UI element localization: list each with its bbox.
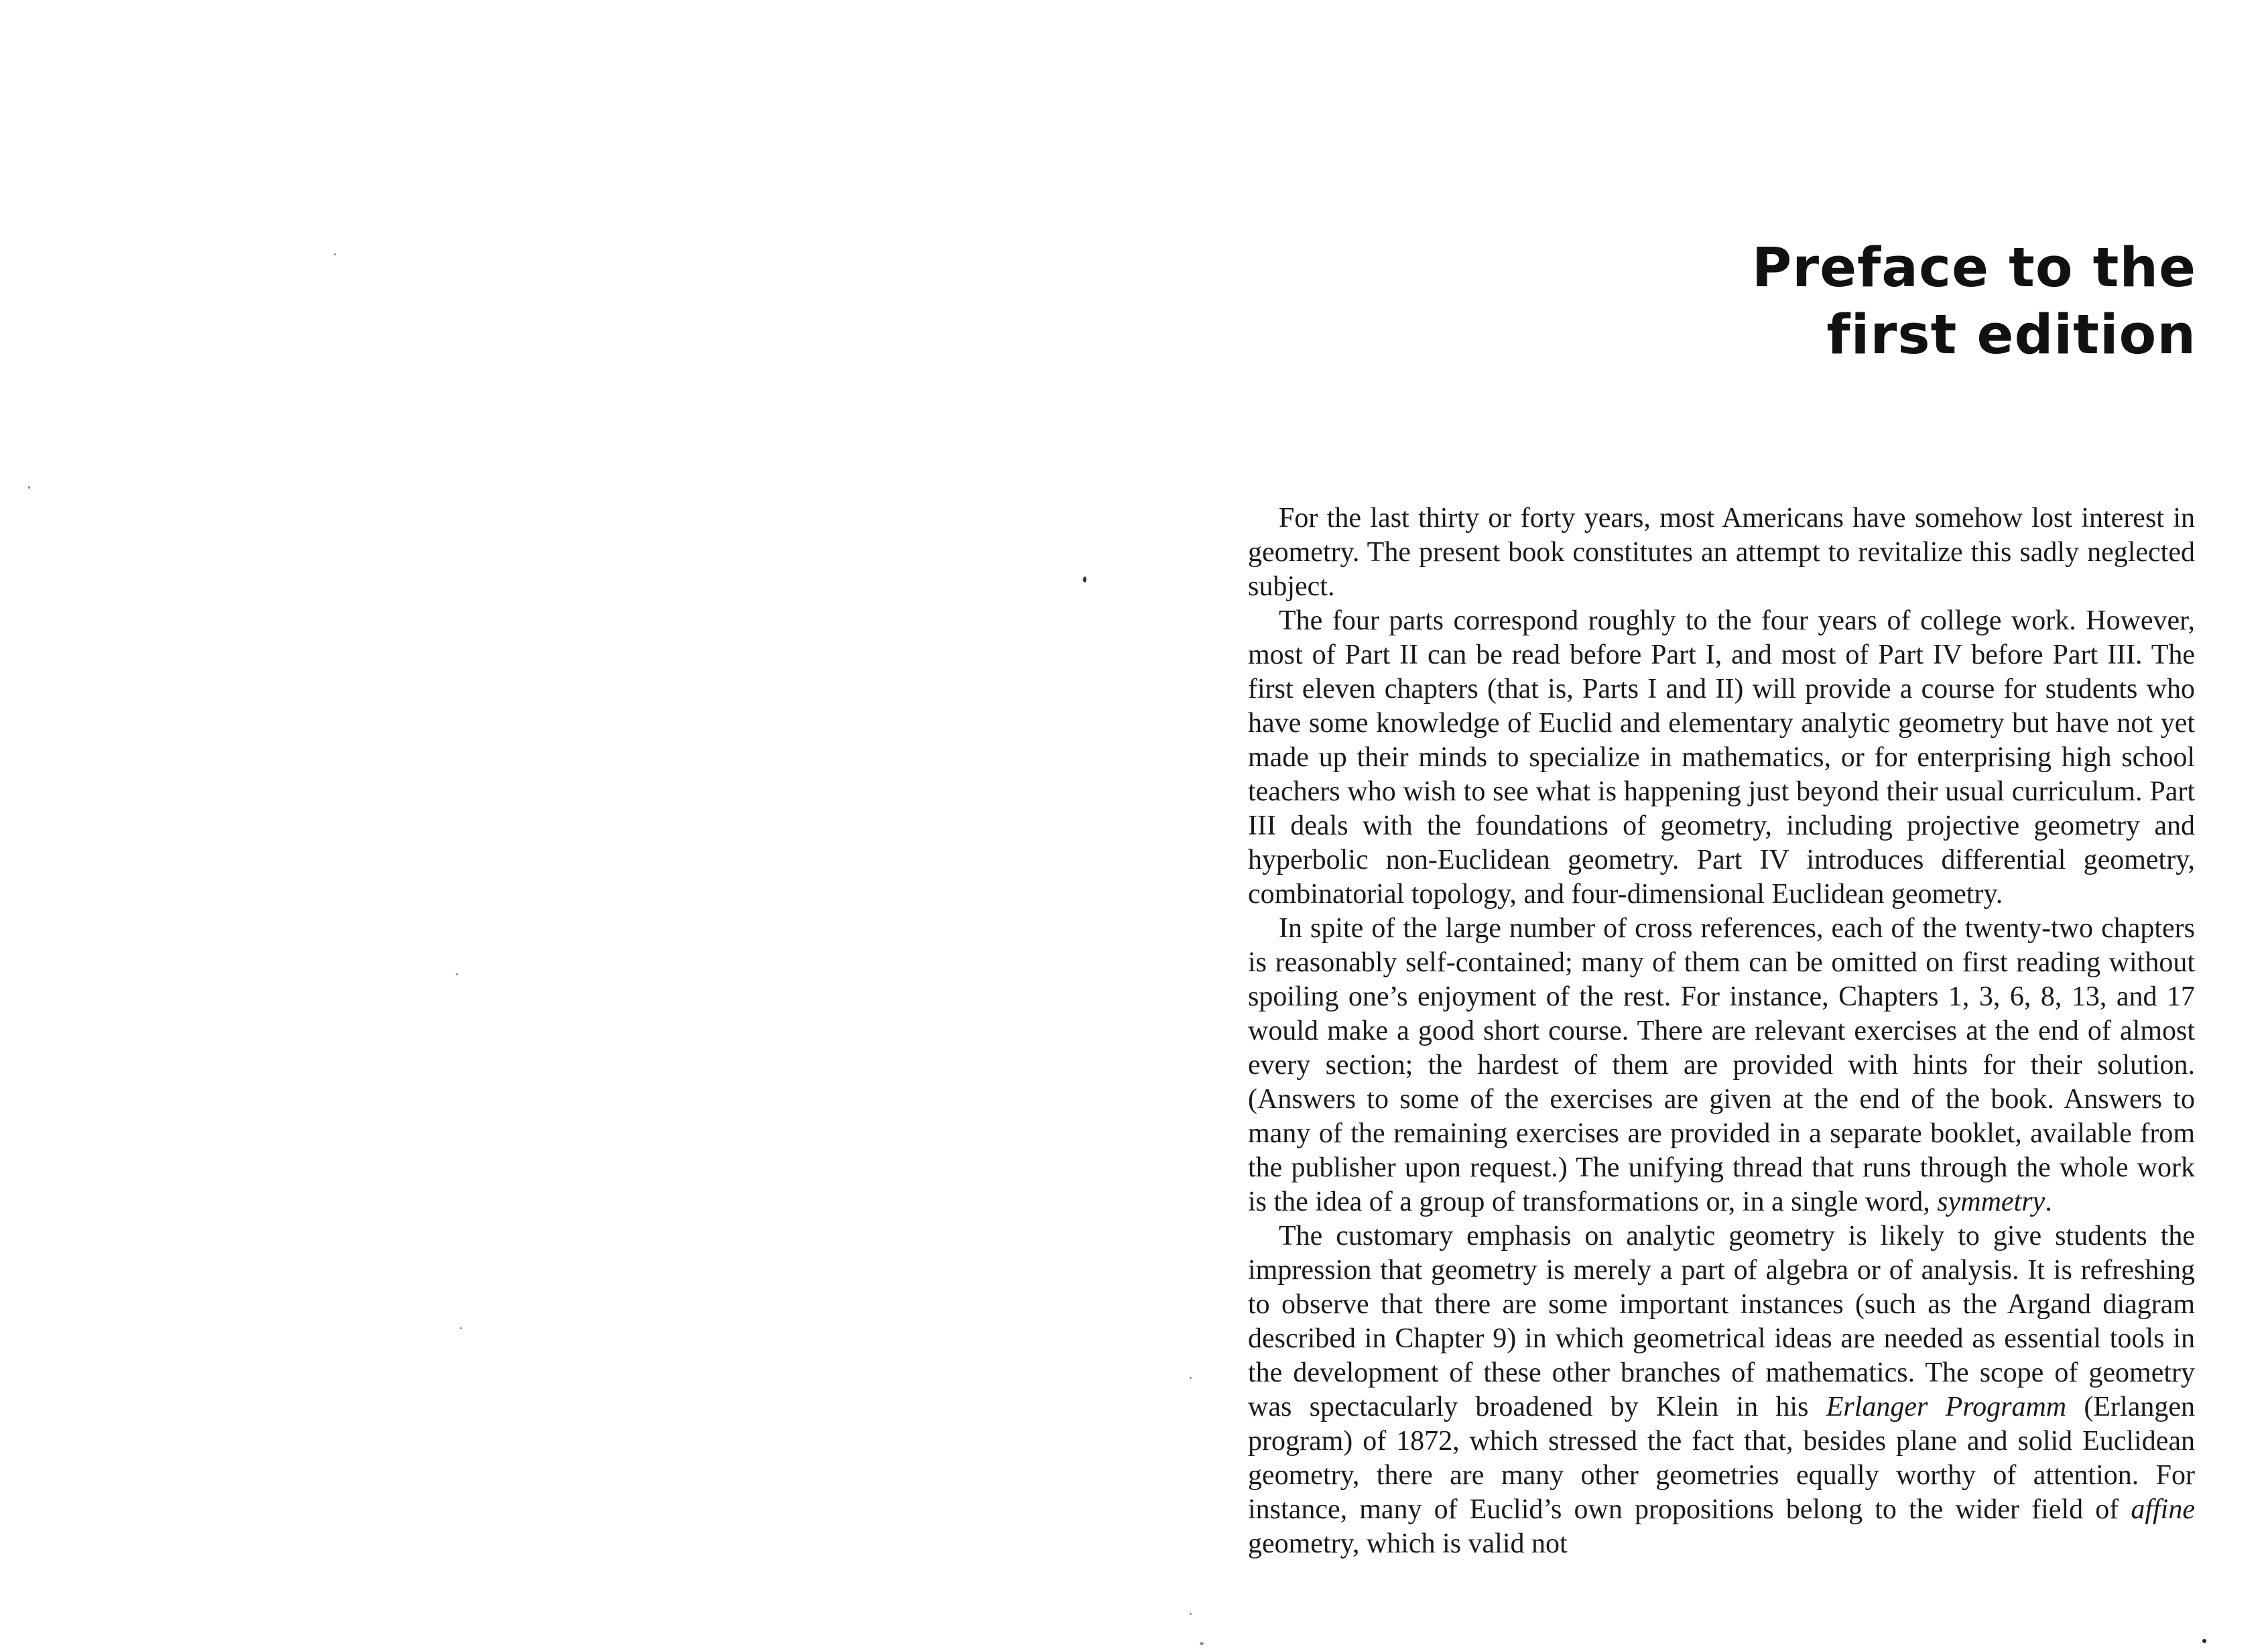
- page-corner-mark: [2202, 1639, 2206, 1643]
- paragraph-text: The four parts correspond roughly to the four years of college work. However, most of Part II can be read before Part I, and most of Part IV before Part III. The first eleven chapters (that is, Parts I and II) will provide a course for students who have some knowledge of Euclid and elementary analytic geometry but have not yet made up their minds to specialize in mathematics, or for enterprising high school teachers who wish to see what is happening just beyond their usual curriculum. Part III deals with the foundations of geometry, including projective geometry and hyperbolic non-Euclidean geometry. Part IV introduces differential geometry, combinatorial topology, and four-dimensional Euclidean geometry.: [1248, 605, 2195, 910]
- right-text-page: [1180, 0, 2268, 1651]
- paper-speck: [28, 486, 30, 489]
- paragraph-2: [1248, 604, 2195, 912]
- paragraph-3: [1248, 912, 2195, 1219]
- paragraph-text: (Erlangen program) of 1872, which stressed the fact that, besides plane and solid Euclidean geometry, there are many other geometries equally worthy of attention. For instance, many of Euclid’s own propositions belong to the wider field of: [1248, 1392, 2195, 1525]
- paper-speck: [460, 1327, 462, 1329]
- paper-speck: [1083, 576, 1086, 583]
- paragraph-4: [1248, 1219, 2195, 1561]
- italic-term: affine: [2131, 1494, 2195, 1525]
- title-line-1: Preface to the: [1751, 237, 2196, 300]
- paper-speck: [334, 253, 336, 255]
- paragraph-1: [1248, 501, 2195, 604]
- italic-term: symmetry: [1937, 1186, 2045, 1217]
- italic-term: Erlanger Programm: [1826, 1392, 2067, 1422]
- paragraph-text: geometry, which is valid not: [1248, 1528, 1568, 1559]
- title-line-2: first edition: [1826, 304, 2196, 367]
- paper-speck: [456, 973, 458, 975]
- paragraph-text: .: [2045, 1186, 2052, 1217]
- chapter-title: [1752, 235, 2196, 369]
- paragraph-text: The customary emphasis on analytic geometry is likely to give students the impression that geometry is merely a part of algebra or of analysis. It is refreshing to observe that there are some important instances (such as the Argand diagram described in Chapter 9) in which geometrical ideas are needed as essential tools in the development of these other branches of mathematics. The scope of geometry was spectacularly broadened by Klein in his: [1248, 1221, 2195, 1422]
- paragraph-text: For the last thirty or forty years, most Americans have somehow lost interest in geometry. The present book constitutes an attempt to revitalize this sadly neglected subject.: [1248, 503, 2195, 602]
- paragraph-text: In spite of the large number of cross references, each of the twenty-two chapters is reasonably self-contained; many of them can be omitted on first reading without spoiling one’s enjoyment of the rest. For instance, Chapters 1, 3, 6, 8, 13, and 17 would make a good short course. There are relevant exercises at the end of almost every section; the hardest of them are provided with hints for their solution. (Answers to some of the exercises are given at the end of the book. Answers to many of the remaining exercises are provided in a separate booklet, available from the publisher upon request.) The unifying thread that runs through the whole work is the idea of a group of transformations or, in a single word,: [1248, 913, 2195, 1217]
- preface-body: [1248, 501, 2195, 1561]
